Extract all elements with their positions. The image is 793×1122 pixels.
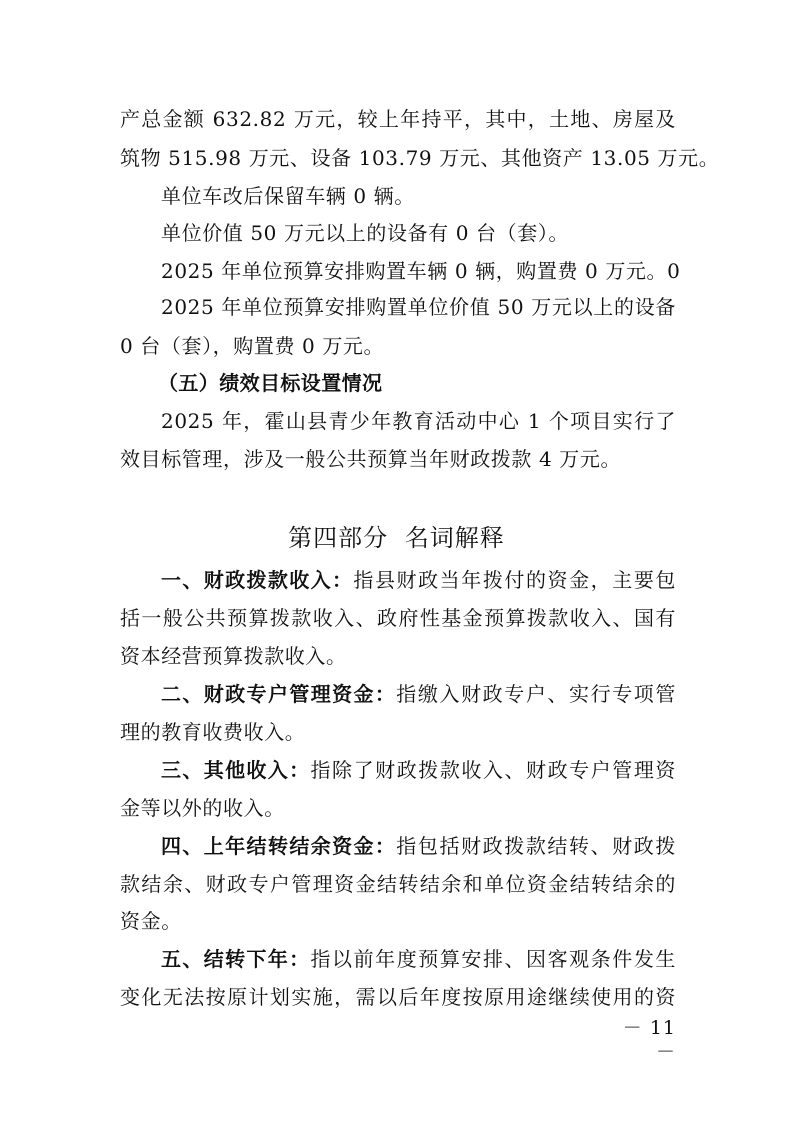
paragraph-line: 金等以外的收入。: [120, 796, 285, 820]
paragraph-line: 2025 年，霍山县青少年教育活动中心 1 个项目实行了: [161, 409, 676, 433]
definition-line: [161, 755, 676, 785]
definition-text: 指包括财政拨款结转、财政拨: [396, 834, 676, 858]
paragraph-line: 资本经营预算拨款收入。: [120, 644, 347, 668]
definition-text: 指除了财政拨款收入、财政专户管理资: [310, 758, 676, 782]
page-title: [0, 521, 793, 555]
paragraph-line: 0 台（套），购置费 0 万元。: [120, 334, 385, 358]
section-heading: （五）绩效目标设置情况: [158, 371, 383, 395]
paragraph-line: 变化无法按原计划实施，需以后年度按原用途继续使用的资: [120, 985, 676, 1009]
title-text: 名词解释: [404, 524, 505, 552]
paragraph-line: 括一般公共预算拨款收入、政府性基金预算拨款收入、国有: [120, 606, 676, 630]
term-label: 五、结转下年：: [161, 947, 311, 971]
definition-text: 指县财政当年拨付的资金，主要包: [353, 568, 676, 592]
paragraph-line: 单位车改后保留车辆 0 辆。: [161, 184, 415, 208]
definition-text: 指缴入财政专户、实行专项管: [396, 682, 676, 706]
paragraph-line: 2025 年单位预算安排购置车辆 0 辆，购置费 0 万元。0: [161, 259, 681, 283]
definition-text: 指以前年度预算安排、因客观条件发生: [310, 947, 676, 971]
paragraph-line: 理的教育收费收入。: [120, 720, 306, 744]
term-label: 三、其他收入：: [161, 758, 311, 782]
term-label: 四、上年结转结余资金：: [161, 834, 397, 858]
definition-line: [161, 679, 676, 709]
term-label: 二、财政专户管理资金：: [161, 682, 397, 706]
definition-line: [161, 944, 676, 974]
definition-line: [161, 831, 676, 861]
paragraph-line: 效目标管理，涉及一般公共预算当年财政拨款 4 万元。: [120, 447, 622, 471]
paragraph-line: 产总金额 632.82 万元，较上年持平，其中，土地、房屋及: [120, 107, 676, 131]
paragraph-line: 单位价值 50 万元以上的设备有 0 台（套）。: [161, 221, 570, 245]
paragraph-line: 筑物 515.98 万元、设备 103.79 万元、其他资产 13.05 万元。: [120, 146, 720, 170]
definition-line: [161, 565, 676, 595]
paragraph-line: 资金。: [120, 909, 182, 933]
title-part: 第四部分: [288, 524, 389, 552]
term-label: 一、财政拨款收入：: [161, 568, 354, 592]
paragraph-line: 2025 年单位预算安排购置单位价值 50 万元以上的设备: [161, 295, 676, 319]
paragraph-line: 款结余、财政专户管理资金结转结余和单位资金结转结余的: [120, 872, 676, 896]
page-number: － 11 －: [622, 1017, 676, 1063]
